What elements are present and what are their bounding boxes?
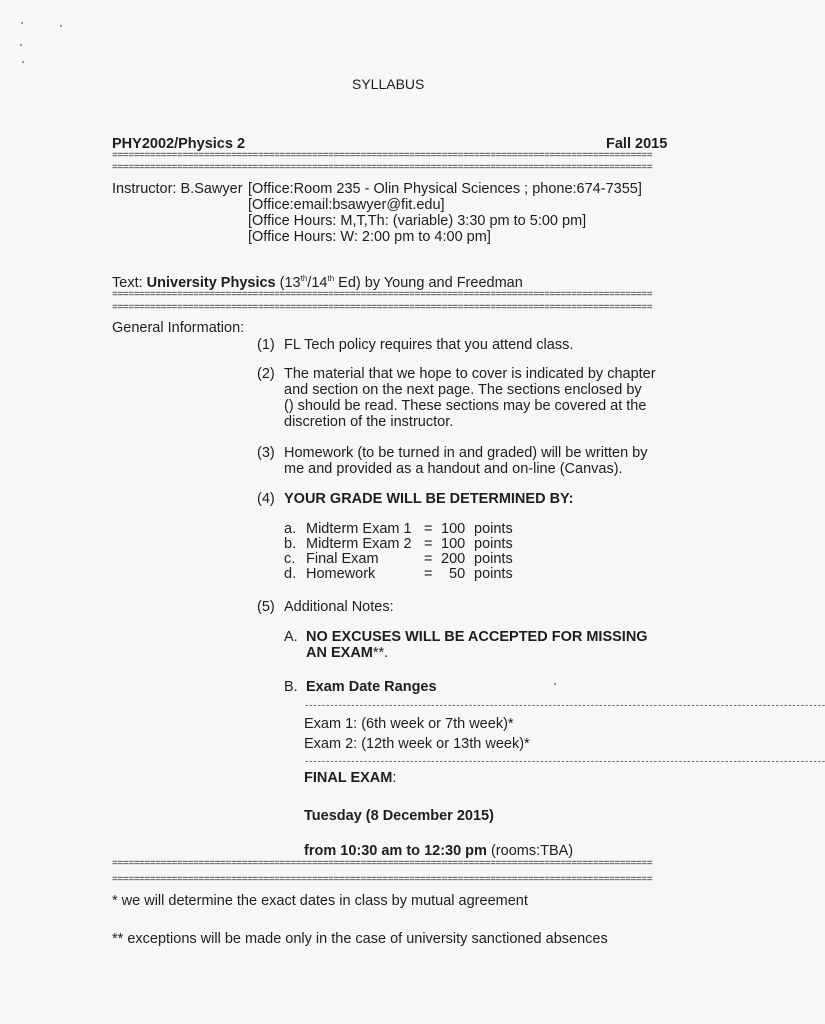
textbook-line	[112, 275, 523, 291]
final-exam-time-line	[304, 843, 573, 859]
item-text: () should be read. These sections may be covered at the	[284, 398, 647, 414]
textbook-prefix: Text:	[112, 275, 147, 291]
grade-item: Midterm Exam 1	[306, 521, 412, 537]
final-exam-time: from 10:30 am to 12:30 pm	[304, 843, 487, 859]
document-title: SYLLABUS	[352, 76, 425, 92]
scan-speck	[22, 61, 24, 63]
item-text: discretion of the instructor.	[284, 414, 454, 430]
instructor-label: Instructor: B.Sawyer	[112, 181, 243, 197]
item-text: Homework (to be turned in and graded) will be written by	[284, 445, 648, 461]
grade-unit: points	[474, 551, 513, 567]
grade-item: Homework	[306, 566, 376, 582]
item-number: (1)	[257, 337, 275, 353]
double-rule: ====================================================================================================	[112, 151, 653, 162]
dashed-rule: ----------------------------------------------------------------------------------------------------------------------------	[304, 701, 825, 711]
scan-speck	[20, 44, 22, 46]
grade-equals: =	[424, 536, 433, 552]
grade-unit: points	[474, 566, 513, 582]
footnote-single: * we will determine the exact dates in class by mutual agreement	[112, 893, 528, 909]
grade-letter: d.	[284, 566, 297, 582]
double-rule: ====================================================================================================	[112, 875, 653, 886]
office-hours-line: [Office Hours: M,T,Th: (variable) 3:30 pm to 5:00 pm]	[248, 213, 587, 229]
grade-points: 100	[441, 536, 466, 552]
general-info-heading: General Information:	[112, 320, 245, 336]
exam-dates-title: Exam Date Ranges	[306, 679, 437, 695]
item-number: (2)	[257, 366, 275, 382]
double-rule: ====================================================================================================	[112, 859, 653, 870]
grade-letter: a.	[284, 521, 297, 537]
grade-item: Midterm Exam 2	[306, 536, 412, 552]
final-exam-label	[304, 770, 396, 786]
exam1-range: Exam 1: (6th week or 7th week)*	[304, 716, 514, 732]
final-exam-date: Tuesday (8 December 2015)	[304, 808, 494, 824]
note-letter: A.	[284, 629, 298, 645]
final-exam-colon: :	[392, 770, 397, 786]
superscript: th	[300, 274, 308, 284]
note-letter: B.	[284, 679, 298, 695]
final-exam-label-text: FINAL EXAM	[304, 770, 393, 786]
double-rule: ====================================================================================================	[112, 290, 653, 301]
grade-points: 100	[441, 521, 466, 537]
no-excuses-note-end: AN EXAM	[306, 645, 373, 661]
dashed-rule: ----------------------------------------------------------------------------------------------------------------------------	[304, 757, 825, 767]
footnote-marker: **.	[372, 645, 389, 661]
grade-item: Final Exam	[306, 551, 379, 567]
grade-letter: c.	[284, 551, 296, 567]
item-number: (4)	[257, 491, 275, 507]
exam2-range: Exam 2: (12th week or 13th week)*	[304, 736, 530, 752]
footnote-double: ** exceptions will be made only in the case of university sanctioned absences	[112, 931, 608, 947]
double-rule: ====================================================================================================	[112, 303, 653, 314]
no-excuses-note: NO EXCUSES WILL BE ACCEPTED FOR MISSING	[306, 629, 648, 645]
scan-speck	[21, 22, 23, 24]
office-email-line: [Office:email:bsawyer@fit.edu]	[248, 197, 445, 213]
textbook-title: University Physics	[146, 275, 276, 291]
superscript: th	[327, 274, 335, 284]
grade-equals: =	[424, 566, 433, 582]
item-text: The material that we hope to cover is indicated by chapter	[284, 366, 656, 382]
grade-points: 50	[449, 566, 466, 582]
grade-unit: points	[474, 521, 513, 537]
final-exam-rooms: (rooms:TBA)	[486, 843, 574, 859]
office-hours-line: [Office Hours: W: 2:00 pm to 4:00 pm]	[248, 229, 491, 245]
course-code: PHY2002/Physics 2	[112, 136, 246, 152]
office-room-line: [Office:Room 235 - Olin Physical Sciences ; phone:674-7355]	[248, 181, 642, 197]
textbook-edition: (13	[275, 275, 301, 291]
grade-equals: =	[424, 521, 433, 537]
textbook-authors: Ed) by Young and Freedman	[334, 275, 523, 291]
term: Fall 2015	[606, 136, 668, 152]
item-text: and section on the next page. The sections enclosed by	[284, 382, 642, 398]
item-text: FL Tech policy requires that you attend class.	[284, 337, 574, 353]
textbook-edition: /14	[307, 275, 328, 291]
scan-speck	[60, 25, 62, 27]
grade-letter: b.	[284, 536, 297, 552]
item-text: Additional Notes:	[284, 599, 394, 615]
grade-unit: points	[474, 536, 513, 552]
grade-equals: =	[424, 551, 433, 567]
no-excuses-note	[306, 645, 388, 661]
double-rule: ====================================================================================================	[112, 163, 653, 174]
item-number: (5)	[257, 599, 275, 615]
grade-heading: YOUR GRADE WILL BE DETERMINED BY:	[284, 491, 574, 507]
grade-points: 200	[441, 551, 466, 567]
item-text: me and provided as a handout and on-line (Canvas).	[284, 461, 623, 477]
item-number: (3)	[257, 445, 275, 461]
scan-speck	[554, 683, 556, 685]
